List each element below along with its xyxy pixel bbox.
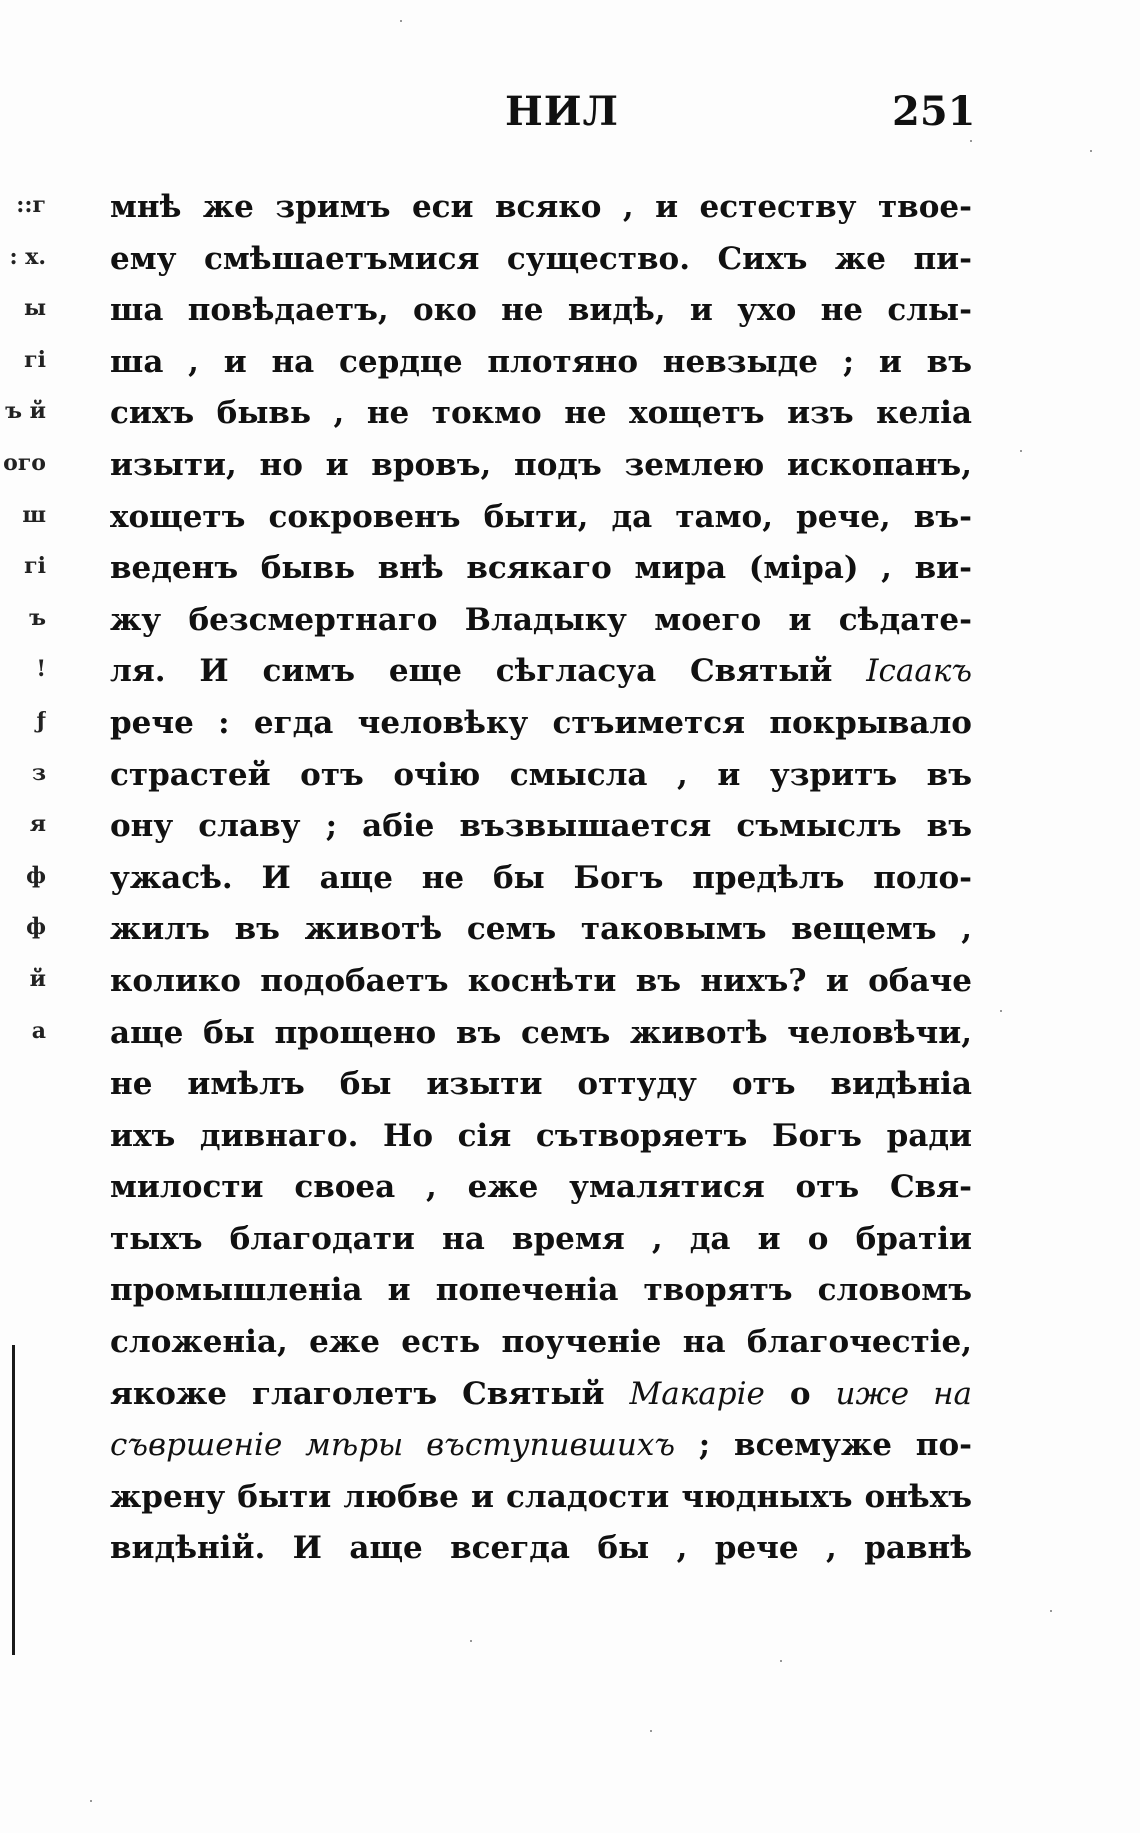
margin-fragment: ф (26, 914, 46, 941)
text-line (110, 1369, 972, 1421)
margin-fragment: ф (26, 862, 46, 889)
text-segment: веденъ бывь внѣ всякаго мира (міра) , ви- (110, 550, 972, 587)
margin-fragment: з (31, 759, 46, 786)
margin-fragment: ъ (29, 604, 46, 631)
text-segment: якоже глаголетъ Святый (110, 1375, 630, 1412)
text-line (110, 646, 972, 698)
text-segment: жилъ въ животѣ семъ таковымъ вещемъ , (110, 911, 972, 948)
text-segment: сихъ бывь , не токмо не хощетъ изъ келіа (110, 395, 972, 432)
margin-fragment: гі (24, 553, 46, 580)
text-line (110, 595, 972, 647)
margin-fragment: гі (24, 346, 46, 373)
text-segment: колико подобаетъ коснѣти въ нихъ? и обаче (110, 962, 972, 999)
text-line (110, 1162, 972, 1214)
text-line (110, 1317, 972, 1369)
text-line (110, 956, 972, 1008)
margin-fragment: ого (3, 449, 46, 476)
italic-text-segment: Ісаакъ (866, 653, 972, 690)
text-segment: жу безсмертнаго Владыку моего и сѣдате- (110, 601, 972, 638)
text-segment: страстей отъ очію смысла , и узритъ въ (110, 756, 972, 793)
margin-rule (12, 1345, 15, 1655)
text-line (110, 1059, 972, 1111)
text-segment: хощетъ сокровенъ быти, да тамо, рече, въ- (110, 498, 972, 535)
text-line (110, 750, 972, 802)
text-segment: ему смѣшаетъмися существо. Сихъ же пи- (110, 240, 972, 277)
scan-speck (780, 1660, 782, 1662)
text-line (110, 698, 972, 750)
text-line (110, 1472, 972, 1524)
scan-speck (1000, 1010, 1002, 1012)
scan-speck (650, 1730, 652, 1732)
page-number: 251 (892, 88, 976, 135)
text-segment: тыхъ благодати на время , да и о братіи (110, 1220, 972, 1257)
italic-text-segment: съвршеніе мѣры въступившихъ (110, 1427, 676, 1464)
scan-speck (1020, 450, 1022, 452)
scan-speck (1050, 1610, 1052, 1612)
scan-speck (970, 140, 972, 142)
text-line (110, 543, 972, 595)
scan-speck (470, 1640, 472, 1642)
text-segment: ля. И симъ еще сѣгласуа Святый (110, 653, 867, 690)
text-line (110, 853, 972, 905)
text-line (110, 388, 972, 440)
margin-fragment: ы (23, 295, 46, 322)
text-segment: мнѣ же зримъ еси всяко , и естеству твое- (110, 189, 972, 225)
text-segment: аще бы прощено въ семъ животѣ человѣчи, (110, 1014, 972, 1051)
margin-fragment: ! (36, 656, 46, 683)
text-segment: ша , и на сердце плотяно невзыде ; и въ (110, 343, 972, 380)
text-segment: милости своеа , еже умалятися отъ Свя- (110, 1169, 972, 1206)
left-margin-bleed-through (0, 180, 46, 1057)
page-title: НИЛ (505, 88, 619, 135)
body-text (110, 182, 972, 1575)
text-line (110, 1523, 972, 1575)
text-segment: о (764, 1375, 836, 1412)
text-line (110, 182, 972, 234)
text-segment: ; всемуже по- (675, 1427, 972, 1464)
running-head (0, 88, 1140, 138)
text-line (110, 285, 972, 337)
text-segment: изыти, но и вровъ, подъ землею ископанъ, (110, 446, 972, 483)
margin-fragment: а (31, 1017, 46, 1044)
text-segment: ужасѣ. И аще не бы Богъ предѣлъ поло- (110, 859, 972, 896)
text-segment: промышленіа и попеченіа творятъ словомъ (110, 1272, 972, 1309)
text-segment: не имѣлъ бы изыти оттуду отъ видѣніа (110, 1066, 972, 1103)
scan-speck (1090, 150, 1092, 152)
text-line (110, 1111, 972, 1163)
margin-fragment: я (29, 811, 46, 838)
text-segment: ону славу ; абіе възвышается съмыслъ въ (110, 808, 972, 845)
text-line (110, 337, 972, 389)
margin-fragment: ƒ (36, 707, 46, 734)
text-segment: видѣній. И аще всегда бы , рече , равнѣ (110, 1530, 972, 1567)
margin-fragment: ш (22, 501, 46, 528)
scan-speck (400, 20, 402, 22)
italic-text-segment: иже на (835, 1375, 972, 1412)
text-line (110, 234, 972, 286)
text-line (110, 492, 972, 544)
text-segment: рече : егда человѣку стъимется покрывало (110, 704, 972, 741)
text-line (110, 440, 972, 492)
text-line (110, 1265, 972, 1317)
text-segment: ша повѣдаетъ, око не видѣ, и ухо не слы- (110, 292, 972, 329)
text-line (110, 801, 972, 853)
margin-fragment: й (29, 965, 46, 992)
italic-text-segment: Макаріе (629, 1375, 765, 1412)
text-segment: ихъ дивнаго. Но сія сътворяетъ Богъ ради (110, 1117, 972, 1154)
text-segment: сложеніа, еже есть поученіе на благочестіе, (110, 1324, 972, 1361)
text-line (110, 1214, 972, 1266)
text-line (110, 1008, 972, 1060)
margin-fragment: : х. (9, 243, 46, 270)
text-line (110, 1420, 972, 1472)
margin-fragment: ъ й (5, 398, 46, 425)
scan-speck (90, 1800, 92, 1802)
text-line (110, 904, 972, 956)
text-segment: жрену быти любве и сладости чюдныхъ онѣхъ (110, 1478, 972, 1515)
margin-fragment: ::г (16, 192, 46, 218)
